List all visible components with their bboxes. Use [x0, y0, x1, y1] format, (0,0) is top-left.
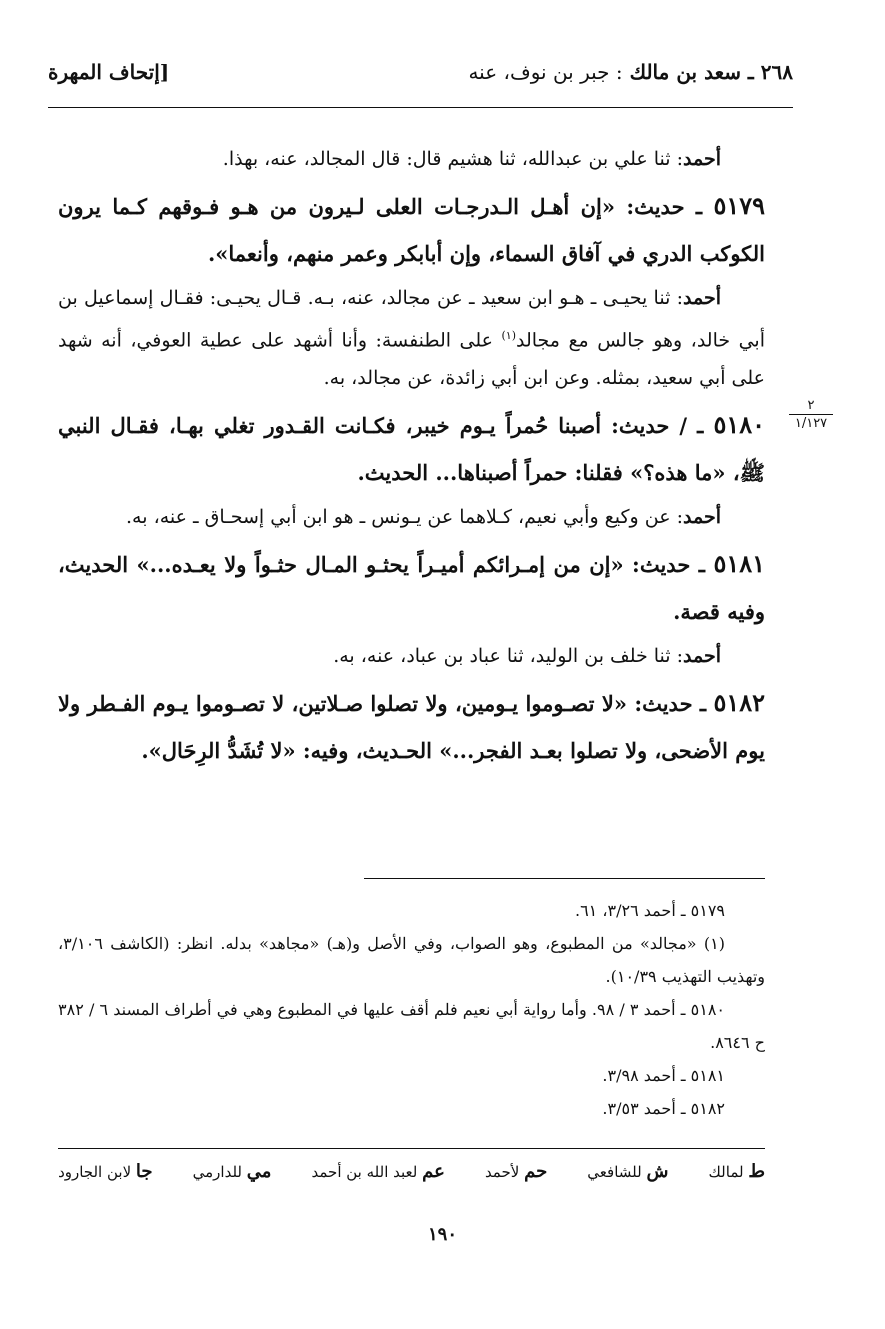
hadith-text: : أصبنا حُمراً يـوم خيبر، فكـانت القـدور تغلي بهـا، فقـال النبي ﷺ، «ما هذه؟» فقلنا: حمراً أصبناها... الحديث.: [58, 413, 765, 486]
footnote: ٥١٨٢ ـ أحمد ٣/٥٣.: [602, 1099, 725, 1118]
hadith-text: : «لا تصـوموا يـومين، ولا تصلوا صـلاتين، لا تصـوموا يـوم الفـطر ولا يوم الأضحى، ولا تصلوا بعـد الفجر...» الحـديث، وفيه: «لا تُشَدُّ الرِحَال».: [58, 691, 765, 764]
margin-reference: [789, 398, 833, 431]
abbreviation-meaning: للشافعي: [587, 1163, 642, 1181]
footnote: ٥١٨٠ ـ أحمد ٣ / ٩٨. وأما رواية أبي نعيم فلم أقف عليها في المطبوع وهي في أطراف المسند ٦ / ٣٨٢ ح ٨٦٤٦.: [58, 1000, 765, 1052]
hadith-entry: [58, 679, 765, 774]
abbreviation-code: ش: [646, 1161, 669, 1182]
abbreviation-meaning: للدارمي: [192, 1163, 242, 1181]
isnad-label: أحمد: [683, 645, 721, 668]
abbreviation-item: [709, 1158, 765, 1186]
abbreviation-code: مي: [246, 1161, 272, 1182]
isnad-label: أحمد: [683, 506, 721, 529]
abbreviation-item: [485, 1158, 547, 1186]
margin-reference-bottom: ١/١٢٧: [794, 416, 828, 431]
header-title-main: ٢٦٨ ـ سعد بن مالك: [629, 60, 793, 84]
hadith-label: ـ حديث: [639, 552, 705, 578]
abbreviation-code: جا: [135, 1161, 153, 1182]
footnote: ٥١٨١ ـ أحمد ٣/٩٨.: [602, 1066, 725, 1085]
hadith-label: ـ حديث: [634, 194, 703, 219]
abbreviation-item: [312, 1158, 445, 1186]
hadith-text: : «إن من إمـرائكم أميـراً يحثـو المـال حثـواً ولا يعـده...» الحديث، وفيه قصة.: [58, 552, 765, 625]
footnotes: [58, 894, 765, 1125]
abbreviation-item: [193, 1158, 272, 1186]
hadith-number: ٥١٨٠: [713, 410, 765, 440]
isnad-text-continued: على الطنفسة: وأنا أشهد على عطية العوفي، أنه شهد على أبي سعيد، بمثله. وعن ابن أبي زائدة، عن مجالد، به.: [58, 329, 765, 390]
isnad-paragraph: [58, 279, 765, 397]
hadith-text: : «إن أهـل الـدرجـات العلى لـيرون من هـو فـوقهم كـما يرون الكوكب الدري في آفاق السماء، وإن أبابكر وعمر منهم، وأنعما».: [58, 194, 765, 266]
hadith-number: ٥١٧٩: [713, 191, 765, 220]
header-book-name: [إتحاف المهرة: [48, 60, 170, 84]
isnad-label: أحمد: [683, 287, 721, 309]
hadith-number: ٥١٨١: [713, 549, 766, 579]
abbreviation-item: [58, 1158, 152, 1186]
isnad-text: : عن وكيع وأبي نعيم، كـلاهما عن يـونس ـ هو ابن أبي إسحـاق ـ عنه، به.: [126, 506, 684, 529]
hadith-number: ٥١٨٢: [713, 688, 766, 718]
isnad-paragraph: [58, 498, 765, 536]
abbreviation-meaning: لأحمد: [484, 1163, 520, 1181]
hadith-label: ـ حديث: [642, 691, 707, 717]
hadith-entry: [58, 182, 765, 277]
abbreviations-divider: [58, 1148, 765, 1149]
abbreviation-meaning: لعبد الله بن أحمد: [311, 1163, 418, 1181]
footnote-divider: [364, 878, 765, 879]
hadith-entry: [58, 401, 765, 496]
isnad-label: أحمد: [683, 148, 721, 170]
isnad-text: : ثنا يحيـى ـ هـو ابن سعيد ـ عن مجالد، عنه، بـه. قـال يحيـى: فقـال إسماعيل بن أبي خالد، وهو جالس مع مجالد: [58, 287, 765, 352]
hadith-entry: [58, 540, 765, 635]
isnad-paragraph: [58, 140, 765, 178]
abbreviation-item: [587, 1158, 668, 1186]
abbreviation-code: حم: [524, 1161, 548, 1182]
isnad-text: : ثنا خلف بن الوليد، ثنا عباد بن عباد، عنه، به.: [333, 645, 684, 668]
isnad-text: : ثنا علي بن عبدالله، ثنا هشيم قال: قال المجالد، عنه، بهذا.: [222, 148, 684, 170]
footnote-marker: (١): [501, 329, 516, 342]
abbreviations-key: [58, 1158, 765, 1186]
header-divider: [48, 107, 793, 108]
abbreviation-code: ط: [748, 1161, 765, 1182]
page-number: ١٩٠: [427, 1224, 457, 1245]
isnad-paragraph: [58, 637, 765, 675]
running-header: [48, 60, 793, 94]
footnote: (١) «مجالد» من المطبوع، وهو الصواب، وفي الأصل و(هـ) «مجاهد» بدله. انظر: (الكاشف ٣/١٠٦، وتهذيب التهذيب ١٠/٣٩).: [58, 934, 765, 986]
hadith-label: ـ / حديث: [618, 413, 704, 439]
footnote: ٥١٧٩ ـ أحمد ٣/٢٦، ٦١.: [574, 901, 725, 920]
abbreviation-meaning: لابن الجارود: [58, 1163, 132, 1181]
header-title-sub: : جبر بن نوف، عنه: [468, 60, 623, 84]
margin-reference-top: ٢: [789, 398, 833, 415]
main-text: [58, 140, 765, 776]
abbreviation-code: عم: [422, 1161, 445, 1182]
header-title: [468, 60, 793, 84]
abbreviation-meaning: لمالك: [708, 1163, 744, 1181]
